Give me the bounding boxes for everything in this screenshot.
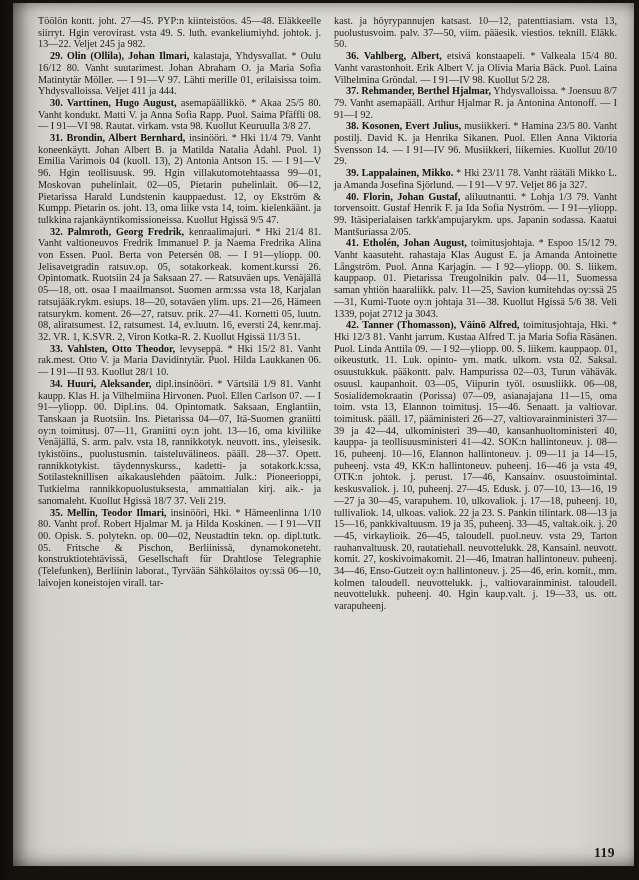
entry-heading: 34. Huuri, Aleksander, [50, 378, 152, 390]
entry-heading: 39. Lappalainen, Mikko. [346, 168, 454, 180]
entry-heading: 41. Etholén, Johan August, [346, 238, 467, 250]
entry-34 [38, 379, 321, 508]
entry-text: etsivä konstaapeli. * Valkeala 15/4 80. Vanht varastonhoit. Erik Albert V. ja Olivia Maria Bäck. Puol. Laina Vilhelmina Gröndal. — I 91—IV 98. Kuollut 5/2 28. [334, 51, 617, 86]
entry-29 [38, 51, 321, 98]
left-column [38, 16, 321, 854]
page-number: 119 [593, 845, 615, 860]
entry-text: Töölön kontt. joht. 27—45. PYP:n kiinteistöos. 45—48. Eläkkeelle siirryt. Hgin verovirast. vsta 49. S. luth. evankeliumiyhd. johtok. j. 13—22. Veljet 245 ja 982. [38, 16, 321, 51]
entry-31 [38, 133, 321, 227]
entry-text: insinööri. * Hki 11/4 79. Vanht koneenkäytt. Johan Albert B. ja Matilda Natalia Ådahl. Puol. 1) Emilia Varimois 04 (kuoll. 13), 2) Antonia Antson 15. — I 91—V 96. Hgin teollisuusk. 99. Hgin villakutomotehtaassa 99—01, Moskovan puhelinlait. 02—05, Pietarin puhelinlait. 06—12, Pietarissa Harald Lundstenin kauppaedust. 12, oy Ekström & Kumpp. Pietarin os. joht. 13, oma liike vsta 14, toim. kielenkäänt. ja tulkkina rajankäyntikomissioneissa. Kuollut Hgissä 9/5 47. [38, 133, 321, 226]
entry-39 [334, 168, 617, 191]
entry-text: * Hki 23/11 78. Vanht räätäli Mikko L. ja Amanda Josefina Sjörlund. — I 91—V 97. Veljet 86 ja 327. [334, 168, 617, 191]
entry-38 [334, 121, 617, 168]
entry-heading: 29. Olin (Ollila), Johan Ilmari, [50, 51, 190, 63]
entry-text: Yhdysvalloissa. * Joensuu 8/7 79. Vanht asemapääll. Arthur Hjalmar R. ja Antonina Antonoff. — I 91—I 92. [334, 86, 617, 121]
entry-heading: 35. Mellin, Teodor Ilmari, [50, 507, 167, 519]
entry-42 [334, 320, 617, 613]
entry-37 [334, 86, 617, 121]
entry-text: insinööri, Hki. * Hämeenlinna 1/10 80. Vanht prof. Robert Hjalmar M. ja Hilda Koskinen. — I 91—VII 00. Opisk. S. polytekn. op. 00—02, Neustadtin tekn. op. dipl.tutk. 05. Fritsche & Pischon, Berliinissä, dynamokoneteht. konstruktiotehtävissä, Gesellschaft für Drahtlose Telegraphie (Telefunken), Berliinin laborat., Tyrvään Sähkölaitos oy:ssä 06—10, laivojen koneistojen virall. tar- [38, 507, 321, 589]
continuation-paragraph [334, 16, 617, 51]
entry-heading: 38. Kosonen, Evert Julius, [346, 121, 462, 133]
entry-text: toimitusjohtaja. * Espoo 15/12 79. Vanht kaasuteht. rahastaja Klas August E. ja Amanda Antoinette Långström. Puol. Anna Karjagin. — I 92—yliopp. 00. S. liikem. kauppaop. 01. Pietarissa Treugolnikin palv. 04—11, Suomessa saman yhtiön haaraliikk. palv. 11—25, Savion kumitehdas oy:ssä 25—31, Kumi-Tuote oy:n johtaja 31—38. Kuollut Hgissä 5/6 38. Veli 1339, pojat 2712 ja 3043. [334, 238, 617, 320]
entry-heading: 31. Brondin, Albert Bernhard, [50, 133, 186, 145]
right-column [334, 16, 617, 854]
entry-36 [334, 51, 617, 86]
entry-text: kalastaja, Yhdysvallat. * Oulu 16/12 80. Vanht suutarimest. Johan Abraham O. ja Maria Sofia Matintytär Möller. — I 91—V 97. Lähti merille 01, erilaisissa toim. Yhdysvalloissa. Veljet 411 ja 444. [38, 51, 321, 98]
entry-35 [38, 508, 321, 590]
entry-text: kenraalimajuri. * Hki 21/4 81. Vanht valtioneuvos Fredrik Immanuel P. ja Naema Fredrika Alina von Essen. Puol. Berta von Petersén 08. — I 91—yliopp. 00. Jelisavetgradin ratsuv.op. 05, sotakorkeak. koment.kurssi 26. Opintomatk. Ruotsiin 24 ja Saksaan 27. — Ratsuväen ups. Venäjällä 05—18, ott. osaa I maailmansot. Suomen arm:ssa vsta 18, Karjalan ratsujääk.rykm. esiups. 18—20, sotaväen ylim. ups. 21—26, Hämeen ratsurykm. koment. 26—27, ratsuv. prik. 27—41. Kornetti 05, luutn. 08, aliratsumest. 12, ratsumest. 14, ev.luutn. 16, eversti 24, kenr.maj. 32. VR. 1, K.SVR. 2, Viron Kotka-R. 2. Kuollut Hgissä 11/3 51. [38, 226, 321, 343]
entry-41 [334, 238, 617, 320]
page [13, 3, 634, 866]
entry-text: kast. ja höyrypannujen katsast. 10—12, patenttiasiam. vsta 13, puolustusvoim. palv. 37—50, viim. pääesik. viestios. teknill. Eläkk. 50. [334, 16, 617, 51]
entry-heading: 37. Rehmander, Berthel Hjalmar, [346, 86, 492, 98]
entry-text: asemapäällikkö. * Akaa 25/5 80. Vanht kondukt. Matti V. ja Anna Sofia Rapp. Puol. Saima Pfäffli 08. — I 91—VI 98. Rautat. virkam. vsta 98. Kuollut Keuruulla 3/8 27. [38, 97, 321, 133]
entry-text: musiikkeri. * Hamina 23/5 80. Vanht postilj. David K. ja Henrika Sikanen. Puol. Ellen Anna Viktoria Svensson 14. — I 91—IV 96. Musiikkeri, liikemies. Kuollut 20/10 29. [334, 121, 617, 168]
entry-heading: 32. Palmroth, Georg Fredrik, [50, 226, 185, 238]
entry-30 [38, 98, 321, 133]
book-spine-shadow [0, 0, 14, 880]
entry-heading: 40. Florin, Johan Gustaf, [346, 191, 461, 203]
entry-heading: 33. Vahlsten, Otto Theodor, [50, 343, 176, 355]
entry-40 [334, 192, 617, 239]
entry-heading: 36. Vahlberg, Albert, [346, 51, 442, 63]
entry-text: aliluutnantti. * Lohja 1/3 79. Vanht torvensoitt. Gustaf Henrik F. ja Ida Sofia Nyström. — I 91—yliopp. 99. Itäsiperialaisen tarkk'ampujarykm. ups. Japanin sodassa. Kaatui Mantšuriassa 2/05. [334, 191, 617, 238]
entry-text: levyseppä. * Hki 15/2 81. Vanht rak.mest. Otto V. ja Maria Davidintytär. Puol. Hilda Laukkanen 06. — I 91—II 93. Kuollut 28/1 10. [38, 343, 321, 379]
entry-text: toimitusjohtaja, Hki. * Hki 12/3 81. Vanht jarrum. Kustaa Alfred T. ja Maria Sofia Räsänen. Puol. Linda Anttila 09. — I 92—yliopp. 00. S. liikem. kauppaop. 01, oikeustutk. 11. Luk. opinto- ym. matk. ulkom. vsta 02. Saksal. osuustukkuk. pääkontt. palv. Hampurissa 02—03, Turun vähäväk. osuusl. kaupanhoit. 03—05, Viipurin työl. osuusliikk. 06—08, Sosialidemokraatin (Porissa) 07—09, asianajajana 11—15, oma toim. vsta 13, Elannon toimitusj. 15—46. Senaatt. ja valtiovar. toimitusk. pääll. 17, pääministeri 26—27, valtiovarainministeri 37—39 ja 42—44, ulkoministeri 39—40, kansanhuoltoministeri 40, kauppa- ja teollisuusministeri 41—42. SOK:n hallintoneuv. j. 08—16, puheenj. 10—16, Elannon hallintoneuv. j. 09—11 ja 14—15, puheenj. vsta 49, KK:n hallintoneuv. puheenj. 16—46 ja vsta 49, OTK:n johtok. j. perust. 17—46, Kansainv. osuustoimintal. keskusvaliok. j. 10, puheenj. 27—45. Edusk. j. 07—10, 13—16, 19—27 ja 30—45, varapuhem. 10, ulkovaliok. j. 17—18, puheenj. 10, tullivaliok. 14, ulkoas. valiok. 22 ja 23. S. Pankin tilintark. 08—13 ja 15—16, pankkivaltuusm. 19 ja 35, puheenj. 33—45, valtak.oik. j. 20—45, virkaylioik. 26—45, taloudell. puol.neuv. vsta 29, Tarton rauhanvaltuusk. 20, rautatiehall. neuvottelukk. 28, Kansainl. neuvott. komit. 27, koskivoimakomit. 21—46, Imatran hallintoneuv. puheenj. 34—46, Enso-Gutzeit oy:n hallintoneuv. j. 25—46, erin. komit., mm. kolmen taloudell. neuvottelukk. j., valtiovarainminist. taloudell. neuvottelukk. puheenj. 40. Hgin kaup.valt. j. 19—33, us. ott. varapuheenj. [334, 320, 617, 613]
entry-heading: 30. Varttinen, Hugo August, [50, 97, 177, 109]
text-columns [38, 16, 617, 854]
entry-heading: 42. Tanner (Thomasson), Väinö Alfred, [346, 320, 520, 332]
entry-text: dipl.insinööri. * Värtsilä 1/9 81. Vanht kaupp. Klas H. ja Vilhelmiina Hirvonen. Puol. Ellen Carlson 07. — I 91—yliopp. 00. Dipl.ins. 04. Opintomatk. Saksaan, Englantiin, Tanskaan ja Ruotsiin. Ins. Pietarissa 04—07, Itä-Suomen graniitti oy:n toimitusj. 07—11, Graniitti oy:n joht. 13—16, oma kiviliike Venäjällä, S. arm. palv. vsta 18, rannikkotyk. neuvott. ins., yleisesik. tykistöins., puolustusmin. taisteluvälineos. pääll. 28—37. Opett. rannikkotykist. täydennyskurss., kadetti- ja sotakork.k:ssa, Sotilasteknillisen aikakauslehden päätoim. Julk.: Pioneerioppi, Tutkielma rannikkopuolustuksesta, ammattialan kirj. aik.- ja sanomaleht. Kuollut Hgissä 18/7 37. Veli 219. [38, 378, 321, 507]
entry-32 [38, 227, 321, 344]
entry-33 [38, 344, 321, 379]
continuation-paragraph [38, 16, 321, 51]
